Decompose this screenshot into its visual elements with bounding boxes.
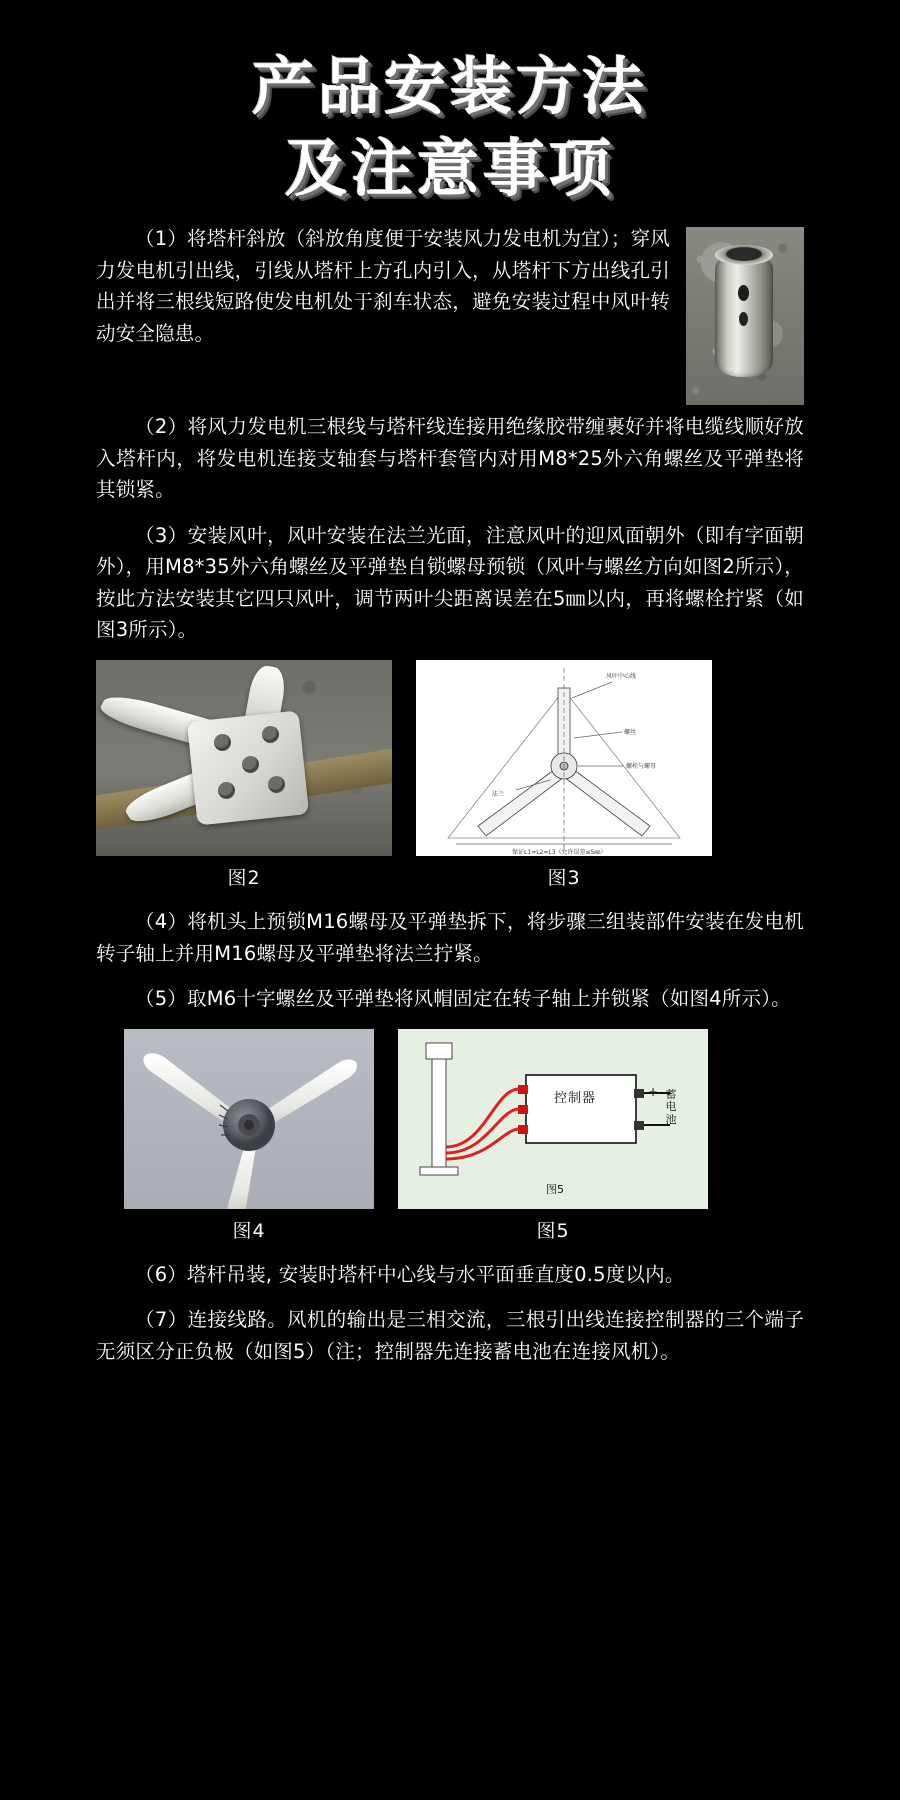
- figure-5: [398, 1029, 708, 1243]
- step-3-text: （3）安装风叶，风叶安装在法兰光面，注意风叶的迎风面朝外（即有字面朝外），用M8*35外六角螺丝及平弹垫自锁螺母预锁（风叶与螺丝方向如图2所示），按此方法安装其它四只风叶，调节两叶尖距离误差在5㎜以内，再将螺栓拧紧（如图3所示）。: [96, 523, 805, 642]
- figure-4: [124, 1029, 374, 1243]
- svg-text:螺丝: 螺丝: [624, 729, 637, 737]
- battery-plus-sign: +: [648, 1084, 659, 1099]
- step-6-text: （6）塔杆吊装, 安装时塔杆中心线与水平面垂直度0.5度以内。: [135, 1262, 685, 1286]
- svg-text:保证L1=L2=L3（允许误差≤5㎜）: 保证L1=L2=L3（允许误差≤5㎜）: [512, 849, 607, 857]
- tower-pipe-opening: [715, 245, 773, 265]
- figure-4-render: [124, 1029, 374, 1209]
- hub-bolt: [218, 782, 235, 799]
- svg-text:螺栓与螺母: 螺栓与螺母: [626, 763, 657, 771]
- figure-5-inner-caption: 图5: [546, 1182, 564, 1196]
- figure-3-caption: 图3: [547, 867, 581, 890]
- hub-bolt: [262, 726, 279, 743]
- figure-row-2-3: [96, 660, 804, 890]
- battery-minus-sign: -: [648, 1116, 653, 1131]
- hub-bolt: [268, 776, 285, 793]
- hub-bolt: [214, 734, 231, 751]
- figure-4-caption: 图4: [232, 1219, 266, 1242]
- step-1-block: [96, 223, 804, 411]
- title-line-1: 产品安装方法: [251, 50, 648, 123]
- figure-2: [96, 660, 392, 890]
- figure-2-photo: [96, 660, 392, 856]
- figure-row-4-5: [96, 1029, 804, 1243]
- step-1-text: （1）将塔杆斜放（斜放角度便于安装风力发电机为宜）；穿风力发电机引出线，引线从塔杆上方孔内引入，从塔杆下方出线孔引出并将三根线短路使发电机处于刹车状态，避免安装过程中风叶转动安全隐患。: [96, 227, 670, 345]
- svg-text:法兰: 法兰: [492, 791, 505, 799]
- figure-3-drawing: [416, 660, 712, 856]
- step-7-text: （7）连接线路。风机的输出是三相交流，三根引出线连接控制器的三个端子无须区分正负极（如图5）（注；控制器先连接蓄电池在连接风机）。: [96, 1308, 804, 1363]
- figure-2-caption: 图2: [227, 867, 261, 890]
- page-title: [96, 0, 804, 207]
- figure-3: [416, 660, 712, 890]
- step-5-text: （5）取M6十字螺丝及平弹垫将风帽固定在转子轴上并锁紧（如图4所示）。: [135, 987, 791, 1011]
- battery-label: 蓄电池: [665, 1087, 677, 1127]
- controller-label: 控制器: [554, 1090, 597, 1106]
- hub-bolt-center: [242, 756, 259, 773]
- tower-pipe-photo: [686, 227, 804, 405]
- tower-pipe-body: [715, 253, 773, 377]
- step-4-text: （4）将机头上预锁M16螺母及平弹垫拆下，将步骤三组装部件安装在发电机转子轴上并用M16螺母及平弹垫将法兰拧紧。: [96, 910, 804, 965]
- svg-text:风叶中心线: 风叶中心线: [606, 673, 637, 681]
- step-2-text: （2）将风力发电机三根线与塔杆线连接用绝缘胶带缠裹好并将电缆线顺好放入塔杆内，将发电机连接支轴套与塔杆套管内对用M8*25外六角螺丝及平弹垫将其锁紧。: [96, 415, 804, 502]
- tower-pipe-wire-hole: [738, 285, 749, 301]
- title-line-2: 及注意事项: [284, 131, 615, 205]
- figure-5-diagram: [398, 1029, 708, 1209]
- figure-5-caption: 图5: [536, 1219, 570, 1242]
